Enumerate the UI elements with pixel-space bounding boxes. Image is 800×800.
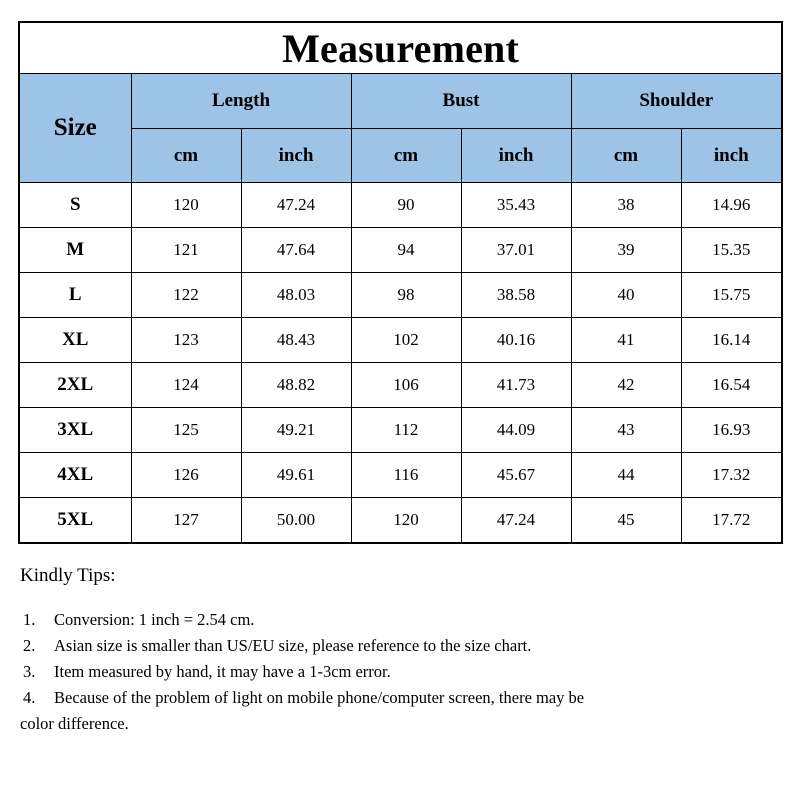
shoulder-inch-value: 15.35 — [681, 228, 782, 273]
size-label: 4XL — [19, 453, 131, 498]
length-inch-value: 48.03 — [241, 273, 351, 318]
bust-cm-value: 102 — [351, 318, 461, 363]
shoulder-inch-value: 17.32 — [681, 453, 782, 498]
list-item — [20, 607, 780, 633]
length-cm-value: 121 — [131, 228, 241, 273]
shoulder-cm-value: 45 — [571, 498, 681, 544]
size-label: L — [19, 273, 131, 318]
shoulder-header: Shoulder — [571, 74, 782, 129]
tip-text-continued: color difference. — [20, 714, 129, 733]
length-inch-value: 47.64 — [241, 228, 351, 273]
bust-cm-value: 90 — [351, 183, 461, 228]
table-row — [19, 318, 782, 363]
bust-inch-value: 44.09 — [461, 408, 571, 453]
bust-inch-value: 41.73 — [461, 363, 571, 408]
length-cm-value: 124 — [131, 363, 241, 408]
length-cm-value: 120 — [131, 183, 241, 228]
table-title: Measurement — [19, 22, 782, 74]
bust-inch-value: 45.67 — [461, 453, 571, 498]
bust-inch-value: 35.43 — [461, 183, 571, 228]
shoulder-cm-value: 42 — [571, 363, 681, 408]
tip-text: Item measured by hand, it may have a 1-3cm error. — [54, 662, 391, 681]
shoulder-inch-value: 14.96 — [681, 183, 782, 228]
bust-cm-value: 112 — [351, 408, 461, 453]
length-cm-value: 123 — [131, 318, 241, 363]
size-label: S — [19, 183, 131, 228]
tip-text: Because of the problem of light on mobile phone/computer screen, there may be — [54, 688, 585, 707]
table-row — [19, 408, 782, 453]
bust-header: Bust — [351, 74, 571, 129]
table-row — [19, 183, 782, 228]
length-cm-value: 127 — [131, 498, 241, 544]
list-item — [20, 659, 780, 685]
tip-text: Conversion: 1 inch = 2.54 cm. — [54, 610, 255, 629]
length-cm-header: cm — [131, 129, 241, 183]
tip-number: 1. — [23, 610, 36, 629]
shoulder-cm-value: 41 — [571, 318, 681, 363]
length-inch-value: 49.21 — [241, 408, 351, 453]
shoulder-cm-value: 40 — [571, 273, 681, 318]
size-column-header: Size — [19, 74, 131, 183]
measurement-table — [18, 21, 783, 544]
tips-list — [20, 607, 780, 737]
size-label: 2XL — [19, 363, 131, 408]
tips-title: Kindly Tips: — [20, 565, 116, 586]
shoulder-cm-value: 39 — [571, 228, 681, 273]
size-label: 3XL — [19, 408, 131, 453]
list-item — [20, 685, 780, 737]
table-row — [19, 273, 782, 318]
length-inch-value: 47.24 — [241, 183, 351, 228]
length-cm-value: 126 — [131, 453, 241, 498]
length-inch-value: 48.43 — [241, 318, 351, 363]
table-row — [19, 228, 782, 273]
size-label: XL — [19, 318, 131, 363]
bust-cm-value: 98 — [351, 273, 461, 318]
table-row — [19, 363, 782, 408]
table-row — [19, 453, 782, 498]
tip-text: Asian size is smaller than US/EU size, please reference to the size chart. — [54, 636, 532, 655]
bust-inch-value: 47.24 — [461, 498, 571, 544]
shoulder-cm-value: 43 — [571, 408, 681, 453]
shoulder-inch-value: 16.93 — [681, 408, 782, 453]
length-inch-value: 49.61 — [241, 453, 351, 498]
shoulder-inch-value: 16.54 — [681, 363, 782, 408]
list-item — [20, 633, 780, 659]
shoulder-cm-value: 44 — [571, 453, 681, 498]
shoulder-inch-value: 16.14 — [681, 318, 782, 363]
length-header: Length — [131, 74, 351, 129]
bust-cm-value: 106 — [351, 363, 461, 408]
bust-inch-value: 38.58 — [461, 273, 571, 318]
size-label: M — [19, 228, 131, 273]
tip-number: 3. — [23, 662, 36, 681]
bust-inch-value: 37.01 — [461, 228, 571, 273]
length-cm-value: 122 — [131, 273, 241, 318]
shoulder-inch-header: inch — [681, 129, 782, 183]
size-label: 5XL — [19, 498, 131, 544]
table-row — [19, 498, 782, 544]
bust-inch-header: inch — [461, 129, 571, 183]
shoulder-inch-value: 15.75 — [681, 273, 782, 318]
length-inch-header: inch — [241, 129, 351, 183]
length-inch-value: 48.82 — [241, 363, 351, 408]
bust-cm-header: cm — [351, 129, 461, 183]
shoulder-cm-header: cm — [571, 129, 681, 183]
shoulder-cm-value: 38 — [571, 183, 681, 228]
bust-cm-value: 116 — [351, 453, 461, 498]
kindly-tips-section — [20, 565, 780, 737]
length-inch-value: 50.00 — [241, 498, 351, 544]
tip-number: 4. — [23, 688, 36, 707]
tip-number: 2. — [23, 636, 36, 655]
bust-cm-value: 120 — [351, 498, 461, 544]
length-cm-value: 125 — [131, 408, 241, 453]
shoulder-inch-value: 17.72 — [681, 498, 782, 544]
bust-inch-value: 40.16 — [461, 318, 571, 363]
bust-cm-value: 94 — [351, 228, 461, 273]
